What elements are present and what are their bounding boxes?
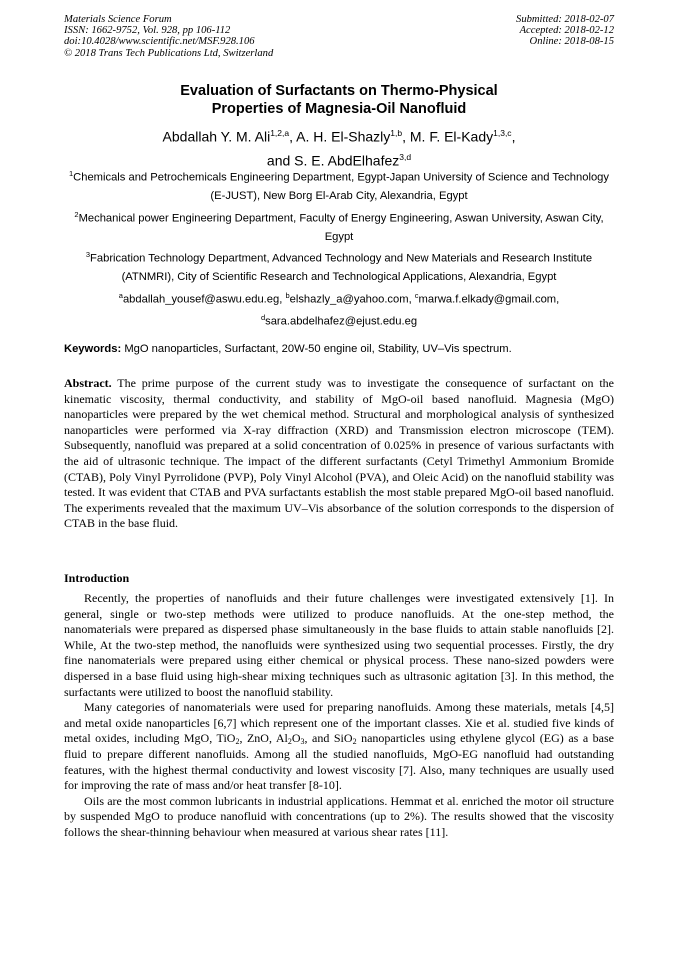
- author-affiliation-marker: 3,d: [399, 151, 412, 162]
- subscript: 2: [287, 737, 292, 747]
- journal-info: [64, 14, 273, 59]
- paragraph: Recently, the properties of nanofluids and their future challenges were investigated extensively [1]. In general, single or two-step methods were utilized to produce nanofluids. At the one-step method, the nanomaterials were prepared as dispersed phase simultaneously in the base fluids to attain stable nanofluids [2]. While, At the two-step method, the nanofluids were synthesized using two sequential processes. Firstly, the dry fine nanomaterials were prepared using either chemical or physical process. These nano-sized powders were dispersed in a base fluid using high-shear mixing techniques such as ultrasonic agitation [3]. In this method, the surfactants were utilized to boost the nanofluid stability.: [64, 591, 614, 699]
- journal-copyright: © 2018 Trans Tech Publications Ltd, Switzerland: [64, 47, 274, 59]
- author-affiliation-marker: 1,2,a: [270, 128, 290, 138]
- introduction-body: [64, 591, 614, 841]
- author-name: S. E. AbdElhafez: [294, 152, 400, 169]
- author-affiliation-marker: 1,3,c: [493, 128, 512, 138]
- paragraph-text: nanoparticles using ethylene glycol (EG) as a base fluid to prepare different nanofluids. Among all the studied nanofluids, MgO-EG nanofluid had outstanding features, with the highest thermal conductivity and lowest viscosity [7]. Also, many techniques are usually used for improving the rate of mass and/or heat transfer [8-10].: [64, 731, 615, 793]
- email-link[interactable]: marwa.f.elkady@gmail.com: [418, 293, 557, 306]
- email-marker: b: [285, 291, 290, 300]
- email-link[interactable]: sara.abdelhafez@ejust.edu.eg: [265, 315, 418, 328]
- paragraph-text: O: [291, 731, 301, 746]
- author-emails: $^a$abdallah_yousef@aswu.edu.eg, $^b$elshazly_a@yahoo.com, $^c$marwa.f.elkady@gmail.com, $^d$sara.abdelhafez@ejust.edu.eg: [118, 291, 560, 328]
- keywords-text: MgO nanoparticles, Surfactant, 20W-50 engine oil, Stability, UV–Vis spectrum.: [124, 343, 512, 355]
- paragraph: Oils are the most common lubricants in industrial applications. Hemmat et al. enriched the motor oil structure by suspended MgO to produce nanofluid with concentrations (up to 2%). The results showed that the viscosity follows the shear-thinning behaviour when measured at various shear rates [11].: [64, 793, 614, 839]
- email-marker: a: [118, 291, 123, 300]
- title-line-2: Properties of Magnesia-Oil Nanofluid: [211, 101, 467, 117]
- title-line-1: Evaluation of Surfactants on Thermo-Physical: [180, 83, 498, 99]
- author-name: Abdallah Y. M. Ali: [162, 128, 271, 145]
- paragraph: [64, 700, 614, 794]
- subscript: 2: [352, 737, 357, 747]
- author-line-1: Abdallah Y. M. Ali$^{1,2,a}$, A. H. El-Shazly$^{1,b}$, M. F. El-Kady$^{1,3,c}$,: [162, 128, 516, 145]
- email-link[interactable]: elshazly_a@yahoo.com: [289, 293, 409, 306]
- affiliation-2: [64, 206, 614, 246]
- author-affiliation-marker: 1,b: [390, 128, 403, 138]
- author-conjunction: and: [266, 152, 291, 169]
- date-online: Online: 2018-08-15: [529, 36, 614, 48]
- date-submitted: Submitted: 2018-02-07: [516, 14, 614, 25]
- subscript: 2: [235, 737, 240, 747]
- paragraph-text: , ZnO, Al: [239, 731, 288, 746]
- paragraph-text: Many categories of nanomaterials were used for preparing nanofluids. Among these materials, metals [4,5] and metal oxide nanoparticles [6,7] which represent one of the important classes. Xie et al. studied five kinds of metal oxides, including MgO, TiO: [64, 700, 614, 746]
- affiliation-marker: 1: [68, 169, 74, 178]
- affiliation-3: [64, 246, 614, 286]
- abstract-text: The prime purpose of the current study was to investigate the consequence of surfactant on the kinematic viscosity, thermal conductivity, and stability of MgO-oil based nanofluid. Magnesia (MgO) nanoparticles were prepared by the wet chemical method. Structural and morphological analysis of synthesized nanoparticles were performed via X-ray diffraction (XRD) and Transmission electron microscope (TEM). Subsequently, nanofluid was prepared at a solid concentration of 0.025% in presence of various surfactants with the aid of ultrasonic technique. The impact of the different surfactants (Cetyl Trimethyl Ammonium Bromide (CTAB), Poly Vinyl Pyrrolidone (PVP), Poly Vinyl Alcohol (PVA), and Oleic Acid) on the nanofluid stability was tested. It was evident that CTAB and PVA surfactants establish the most stable prepared MgO-oil based nanofluid. The experiments revealed that the maximum UV–Vis absorbance of the solution corresponds to the dispersion of CTAB in the base fluid.: [64, 376, 614, 531]
- section-heading-introduction: Introduction: [64, 571, 130, 585]
- email-link[interactable]: abdallah_yousef@aswu.edu.eg: [122, 293, 280, 306]
- subscript: 3: [300, 737, 305, 747]
- affiliation-text: Fabrication Technology Department, Advanced Technology and New Materials and Research Institute (ATNMRI), City of Scientific Research and Technological Applications, Alexandria, Egypt: [90, 252, 593, 283]
- author-name: M. F. El-Kady: [409, 128, 494, 145]
- keywords: [64, 341, 614, 357]
- affiliation-marker: 3: [85, 250, 91, 259]
- email-marker: c: [414, 291, 419, 300]
- affiliation-text: Chemicals and Petrochemicals Engineering Department, Egypt-Japan University of Science and Technology (E-JUST), New Borg El-Arab City, Alexandria, Egypt: [73, 171, 609, 202]
- author-list: [64, 123, 614, 170]
- date-accepted: Accepted: 2018-02-12: [519, 25, 614, 37]
- journal-issn: ISSN: 1662-9752, Vol. 928, pp 106-112: [64, 25, 231, 37]
- abstract-label: Abstract.: [64, 376, 112, 390]
- publication-dates: [516, 14, 614, 48]
- paper-title: [64, 82, 614, 118]
- affiliation-marker: 2: [74, 210, 79, 219]
- paragraph-text: , and SiO: [304, 731, 353, 746]
- author-name: A. H. El-Shazly: [296, 128, 391, 145]
- keywords-label: Keywords:: [64, 343, 122, 355]
- affiliation-text: Mechanical power Engineering Department, Faculty of Energy Engineering, Aswan University, Aswan City, Egypt: [78, 212, 604, 243]
- abstract: [64, 376, 614, 532]
- journal-name: Materials Science Forum: [64, 14, 172, 25]
- affiliation-1: [64, 165, 614, 205]
- email-marker: d: [260, 312, 266, 322]
- journal-doi: doi:10.4028/www.scientific.net/MSF.928.106: [64, 36, 255, 48]
